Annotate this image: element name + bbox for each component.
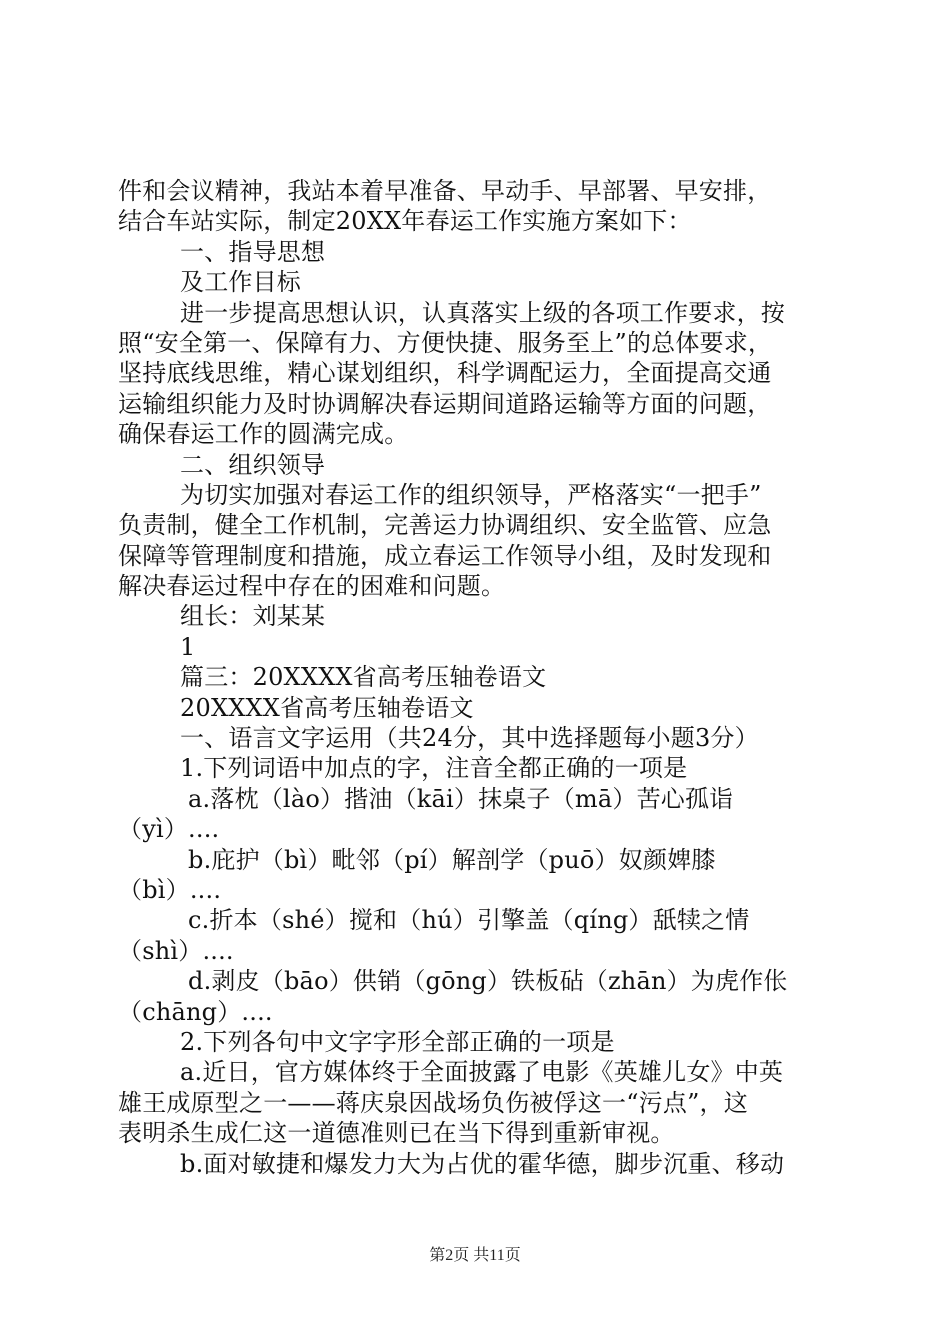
answer-option: a.近日，官方媒体终于全面披露了电影《英雄儿女》中英 bbox=[180, 1058, 784, 1087]
document-body bbox=[118, 176, 838, 1179]
answer-option: a.落枕（lào）揩油（kāi）抹桌子（mā）苦心孤诣 bbox=[188, 784, 734, 813]
text-line: 坚持底线思维，精心谋划组织，科学调配运力，全面提高交通 bbox=[118, 359, 772, 388]
text-line: 保障等管理制度和措施，成立春运工作领导小组，及时发现和 bbox=[118, 541, 772, 570]
text-line: 负责制，健全工作机制，完善运力协调组织、安全监管、应急 bbox=[118, 511, 772, 540]
text-line: 确保春运工作的圆满完成。 bbox=[118, 420, 409, 449]
section-heading: 及工作目标 bbox=[180, 268, 301, 297]
text-line: 结合车站实际，制定20XX年春运工作实施方案如下： bbox=[118, 207, 692, 236]
answer-option: 表明杀生成仁这一道德准则已在当下得到重新审视。 bbox=[118, 1119, 675, 1148]
question-stem: 2.下列各句中文字字形全部正确的一项是 bbox=[180, 1027, 615, 1056]
answer-option: （shì）.... bbox=[118, 936, 234, 965]
text-line: 为切实加强对春运工作的组织领导，严格落实“一把手” bbox=[180, 480, 762, 509]
answer-option: b.面对敏捷和爆发力大为占优的霍华德，脚步沉重、移动 bbox=[180, 1149, 785, 1178]
answer-option: 雄王成原型之一——蒋庆泉因战场负伤被俘这一“污点”，这 bbox=[118, 1088, 748, 1117]
text-line: 1 bbox=[180, 632, 196, 661]
answer-option: （yì）.... bbox=[118, 815, 220, 844]
answer-option: d.剥皮（bāo）供销（gōng）铁板砧（zhān）为虎作伥 bbox=[188, 967, 788, 996]
answer-option: （bì）.... bbox=[118, 875, 222, 904]
section-heading: 一、指导思想 bbox=[180, 237, 326, 266]
text-line: 运输组织能力及时协调解决春运期间道路运输等方面的问题， bbox=[118, 389, 772, 418]
page-number-footer: 第2页 共11页 bbox=[429, 1247, 521, 1264]
text-line: 解决春运过程中存在的困难和问题。 bbox=[118, 572, 506, 601]
section-heading: 二、组织领导 bbox=[180, 450, 326, 479]
answer-option: c.折本（shé）搅和（hú）引擎盖（qíng）舐犊之情 bbox=[188, 906, 750, 935]
text-line: 件和会议精神，我站本着早准备、早动手、早部署、早安排， bbox=[118, 177, 772, 205]
section-heading: 篇三：20XXXX省高考压轴卷语文 bbox=[180, 663, 547, 692]
section-heading: 一、语言文字运用（共24分，其中选择题每小题3分） bbox=[180, 724, 759, 753]
answer-option: （chāng）.... bbox=[118, 997, 273, 1026]
text-line: 20XXXX省高考压轴卷语文 bbox=[180, 693, 474, 722]
answer-option: b.庇护（bì）毗邻（pí）解剖学（puō）奴颜婢膝 bbox=[188, 845, 716, 874]
text-line: 照“安全第一、保障有力、方便快捷、服务至上”的总体要求， bbox=[118, 328, 773, 357]
question-stem: 1.下列词语中加点的字，注音全都正确的一项是 bbox=[180, 754, 688, 783]
text-line: 进一步提高思想认识，认真落实上级的各项工作要求，按 bbox=[180, 298, 785, 327]
text-line: 组长：刘某某 bbox=[180, 602, 326, 631]
